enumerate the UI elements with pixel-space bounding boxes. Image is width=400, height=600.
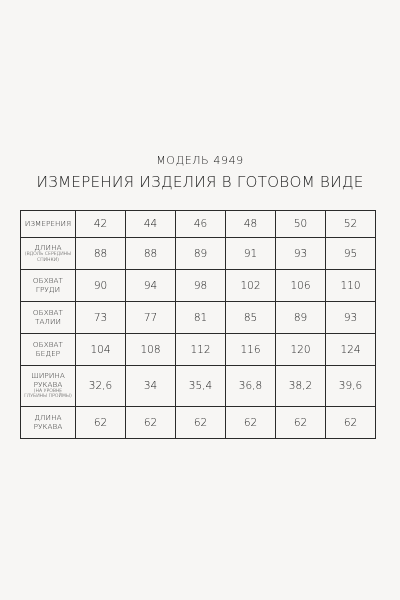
measurement-cell: 73 — [76, 302, 126, 334]
row-label-cell — [21, 407, 76, 439]
row-label: РУКАВА — [33, 379, 63, 389]
header-label-cell — [21, 211, 76, 238]
page-title: ИЗМЕРЕНИЯ ИЗДЕЛИЯ В ГОТОВОМ ВИДЕ — [36, 173, 364, 191]
measurement-cell: 62 — [76, 407, 126, 439]
row-label: ОБХВАТ — [32, 276, 64, 286]
measurement-cell: 35,4 — [176, 366, 226, 407]
measurement-cell: 93 — [326, 302, 376, 334]
row-label-note: СПИНКИ) — [37, 257, 59, 263]
measurement-cell: 62 — [326, 407, 376, 439]
size-header-cell: 44 — [126, 211, 176, 238]
row-label: РУКАВА — [33, 421, 63, 431]
size-header-cell: 42 — [76, 211, 126, 238]
measurement-cell: 32,6 — [76, 366, 126, 407]
size-header-cell: 52 — [326, 211, 376, 238]
measurement-cell: 104 — [76, 334, 126, 366]
row-label: ГРУДИ — [35, 284, 61, 294]
measurement-cell: 38,2 — [276, 366, 326, 407]
size-header-cell: 50 — [276, 211, 326, 238]
measurement-cell: 34 — [126, 366, 176, 407]
measurement-cell: 62 — [226, 407, 276, 439]
row-label-cell — [21, 334, 76, 366]
measurement-cell: 106 — [276, 270, 326, 302]
measurement-cell: 89 — [176, 238, 226, 270]
measurement-cell: 81 — [176, 302, 226, 334]
row-label: ДЛИНА — [34, 242, 62, 252]
measurement-cell: 62 — [276, 407, 326, 439]
measurement-cell: 116 — [226, 334, 276, 366]
row-label-cell — [21, 238, 76, 270]
measurement-cell: 88 — [126, 238, 176, 270]
row-label: ШИРИНА — [31, 371, 65, 381]
measurement-cell: 85 — [226, 302, 276, 334]
table-row — [21, 334, 376, 366]
measurement-cell: 88 — [76, 238, 126, 270]
table-row — [21, 302, 376, 334]
row-label-cell — [21, 366, 76, 407]
measurement-cell: 36,8 — [226, 366, 276, 407]
measurement-cell: 110 — [326, 270, 376, 302]
measurement-cell: 124 — [326, 334, 376, 366]
measurement-cell: 108 — [126, 334, 176, 366]
size-table — [20, 210, 376, 439]
size-header-cell: 48 — [226, 211, 276, 238]
table-row — [21, 407, 376, 439]
measurement-cell: 120 — [276, 334, 326, 366]
row-label: БЕДЕР — [35, 348, 61, 358]
table-row — [21, 366, 376, 407]
measurement-cell: 91 — [226, 238, 276, 270]
measurement-cell: 93 — [276, 238, 326, 270]
row-label: ДЛИНА — [34, 413, 62, 423]
table-row — [21, 238, 376, 270]
measurement-cell: 95 — [326, 238, 376, 270]
row-label: ОБХВАТ — [32, 308, 64, 318]
row-label-cell — [21, 270, 76, 302]
measurement-cell: 77 — [126, 302, 176, 334]
row-label-note: (ВДОЛЬ СЕРЕДИНЫ — [24, 252, 72, 258]
size-header-cell: 46 — [176, 211, 226, 238]
table-header-row — [21, 211, 376, 238]
row-label-cell — [21, 302, 76, 334]
measurement-cell: 62 — [126, 407, 176, 439]
measurement-cell: 94 — [126, 270, 176, 302]
row-label-note: ГЛУБИНЫ ПРОЙМЫ) — [24, 394, 72, 400]
measurement-cell: 112 — [176, 334, 226, 366]
header-label: ИЗМЕРЕНИЯ — [24, 218, 72, 228]
measurement-cell: 102 — [226, 270, 276, 302]
model-number: МОДЕЛЬ 4949 — [156, 154, 244, 167]
table-row — [21, 270, 376, 302]
measurement-cell: 98 — [176, 270, 226, 302]
measurement-cell: 89 — [276, 302, 326, 334]
measurement-cell: 62 — [176, 407, 226, 439]
row-label-note: (НА УРОВНЕ — [33, 389, 63, 394]
row-label: ТАЛИИ — [34, 316, 62, 326]
row-label: ОБХВАТ — [32, 340, 64, 350]
measurement-cell: 90 — [76, 270, 126, 302]
measurement-cell: 39,6 — [326, 366, 376, 407]
